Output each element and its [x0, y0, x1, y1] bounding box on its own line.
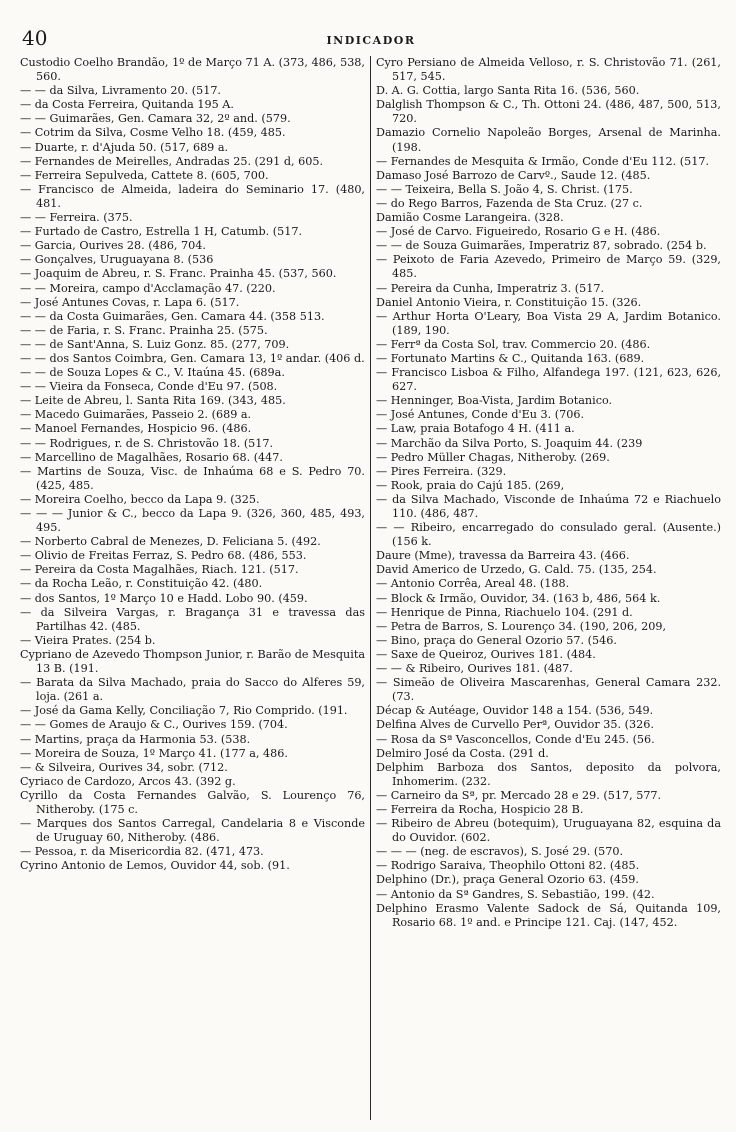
directory-entry: — Fortunato Martins & C., Quitanda 163. (689.: [376, 351, 645, 365]
directory-entry: — da Silva Machado, Visconde de Inhaúma 72 e Riachuelo 110. (486, 487.: [376, 492, 721, 520]
directory-entry: Cyrillo da Costa Fernandes Galvão, S. Lourenço 76, Nitheroby. (175 c.: [20, 788, 365, 816]
directory-entry: — Moreira Coelho, becco da Lapa 9. (325.: [20, 492, 260, 506]
directory-entry: Daure (Mme), travessa da Barreira 43. (466.: [376, 549, 630, 563]
directory-entry: — Marcellino de Magalhães, Rosario 68. (447.: [20, 450, 283, 464]
directory-entry: — Ferreira Sepulveda, Cattete 8. (605, 700.: [20, 168, 269, 182]
directory-entry: Delfina Alves de Curvello Perª, Ouvidor 35. (326.: [376, 718, 654, 732]
directory-entry: Daniel Antonio Vieira, r. Constituição 15. (326.: [376, 295, 642, 309]
left-column: [20, 56, 370, 1120]
directory-entry: — Bino, praça do General Ozorio 57. (546.: [376, 633, 617, 647]
directory-entry: — Saxe de Queiroz, Ourives 181. (484.: [376, 647, 596, 661]
directory-entry: — José de Carvo. Figueiredo, Rosario G e H. (486.: [376, 225, 661, 239]
directory-entry: — Peixoto de Faria Azevedo, Primeiro de Março 59. (329, 485.: [376, 253, 721, 281]
directory-entry: — — de Faria, r. S. Franc. Prainha 25. (575.: [20, 323, 268, 337]
directory-entry: — Rook, praia do Cajú 185. (269,: [376, 478, 565, 492]
directory-entry: — Ribeiro de Abreu (botequim), Uruguayana 82, esquina da do Ouvidor. (602.: [376, 817, 721, 845]
directory-entry: — Henrique de Pinna, Riachuelo 104. (291 d.: [376, 605, 633, 619]
directory-entry: — Francisco de Almeida, ladeira do Seminario 17. (480, 481.: [20, 182, 365, 210]
page-header: [20, 20, 722, 56]
directory-entry: Cypriano de Azevedo Thompson Junior, r. Barão de Mesquita 13 B. (191.: [20, 647, 366, 676]
directory-entry: — — Vieira da Fonseca, Conde d'Eu 97. (508.: [20, 380, 278, 394]
directory-entry: — — & Ribeiro, Ourives 181. (487.: [376, 662, 573, 676]
directory-entry: Delmiro José da Costa. (291 d.: [376, 746, 549, 760]
directory-entry: David Americo de Urzedo, G. Cald. 75. (135, 254.: [376, 563, 657, 577]
directory-entry: — Moreira de Souza, 1º Março 41. (177 a, 486.: [20, 746, 288, 760]
directory-entry: — Law, praia Botafogo 4 H. (411 a.: [376, 422, 575, 436]
directory-entry: — Garcia, Ourives 28. (486, 704.: [20, 239, 206, 253]
directory-entry: — — de Sant'Anna, S. Luiz Gonz. 85. (277, 709.: [20, 337, 290, 351]
directory-entry: — Ferrª da Costa Sol, trav. Commercio 20. (486.: [376, 337, 651, 351]
directory-entry: — Joaquim de Abreu, r. S. Franc. Prainha 45. (537, 560.: [20, 267, 337, 281]
directory-entry: D. A. G. Cottia, largo Santa Rita 16. (536, 560.: [376, 84, 640, 98]
directory-entry: Cyriaco de Cardozo, Arcos 43. (392 g.: [20, 774, 236, 788]
directory-entry: — Carneiro da Sª, pr. Mercado 28 e 29. (517, 577.: [376, 788, 662, 802]
directory-entry: — Arthur Horta O'Leary, Boa Vista 29 A, Jardim Botanico. (189, 190.: [376, 309, 721, 337]
directory-entry: Delphino (Dr.), praça General Ozorio 63. (459.: [376, 873, 639, 887]
directory-entry: — Block & Irmão, Ouvidor, 34. (163 b, 486, 564 k.: [376, 591, 661, 605]
directory-entry: — do Rego Barros, Fazenda de Sta Cruz. (27 c.: [376, 196, 643, 210]
directory-entry: Décap & Autéage, Ouvidor 148 a 154. (536, 549.: [376, 704, 654, 718]
directory-entry: Dalglish Thompson & C., Th. Ottoni 24. (486, 487, 500, 513, 720.: [376, 98, 721, 126]
directory-entry: — Rosa da Sª Vasconcellos, Conde d'Eu 245. (56.: [376, 732, 655, 746]
directory-entry: — Vieira Prates. (254 b.: [20, 633, 156, 647]
directory-entry: — Petra de Barros, S. Lourenço 34. (190, 206, 209,: [376, 619, 667, 633]
directory-entry: — Fernandes de Mesquita & Irmão, Conde d'Eu 112. (517.: [376, 154, 709, 168]
directory-entry: — — Guimarães, Gen. Camara 32, 2º and. (579.: [20, 112, 291, 126]
directory-entry: — Antonio Corrêa, Areal 48. (188.: [376, 577, 570, 591]
directory-entry: Custodio Coelho Brandão, 1º de Março 71 A. (373, 486, 538, 560.: [20, 56, 365, 84]
directory-entry: — Cotrim da Silva, Cosme Velho 18. (459, 485.: [20, 126, 286, 140]
directory-entry: — — — Junior & C., becco da Lapa 9. (326, 360, 485, 493, 495.: [20, 507, 365, 535]
directory-entry: — Henninger, Boa-Vista, Jardim Botanico.: [376, 394, 613, 408]
directory-entry: — Martins, praça da Harmonia 53. (538.: [20, 732, 251, 746]
directory-entry: — Barata da Silva Machado, praia do Sacco do Alferes 59, loja. (261 a.: [20, 676, 365, 704]
directory-entry: — da Rocha Leão, r. Constituição 42. (480.: [20, 577, 263, 591]
directory-entry: — — de Souza Guimarães, Imperatriz 87, sobrado. (254 b.: [376, 239, 707, 253]
right-column: [371, 56, 721, 1120]
directory-entry: — Marchão da Silva Porto, S. Joaquim 44. (239: [376, 436, 643, 450]
directory-entry: — Macedo Guimarães, Passeio 2. (689 a.: [20, 408, 252, 422]
directory-entry: — Manoel Fernandes, Hospicio 96. (486.: [20, 422, 252, 436]
directory-entry: — — — (neg. de escravos), S. José 29. (570.: [376, 845, 624, 859]
directory-entry: Damazio Cornelio Napoleão Borges, Arsenal de Marinha. (198.: [376, 126, 721, 154]
directory-entry: Damaso José Barrozo de Carvº., Saude 12. (485.: [376, 168, 651, 182]
directory-entry: — Pires Ferreira. (329.: [376, 464, 507, 478]
directory-entry: — — Rodrigues, r. de S. Christovão 18. (517.: [20, 436, 274, 450]
directory-entry: — Marques dos Santos Carregal, Candelaria 8 e Visconde de Uruguay 60, Nitheroby. (486.: [20, 817, 365, 845]
directory-entry: Delphino Erasmo Valente Sadock de Sá, Quitanda 109, Rosario 68. 1º and. e Principe 121. Caj. (147, 452.: [376, 901, 721, 929]
directory-entry: — — dos Santos Coimbra, Gen. Camara 13, 1º andar. (406 d.: [20, 351, 365, 365]
directory-entry: — Furtado de Castro, Estrella 1 H, Catumb. (517.: [20, 225, 303, 239]
columns: [20, 56, 722, 1120]
directory-entry: — — Ferreira. (375.: [20, 211, 133, 225]
directory-entry: — — Gomes de Araujo & C., Ourives 159. (704.: [20, 718, 288, 732]
directory-entry: — da Silveira Vargas, r. Bragança 31 e travessa das Partilhas 42. (485.: [20, 605, 365, 633]
directory-entry: — Simeão de Oliveira Mascarenhas, General Camara 232. (73.: [376, 676, 721, 704]
directory-entry: Cyrino Antonio de Lemos, Ouvidor 44, sob. (91.: [20, 859, 290, 873]
directory-entry: Cyro Persiano de Almeida Velloso, r. S. Christovão 71. (261, 517, 545.: [376, 56, 721, 84]
page-number: 40: [22, 26, 48, 50]
directory-entry: — Francisco Lisboa & Filho, Alfandega 197. (121, 623, 626, 627.: [376, 366, 721, 394]
directory-entry: — José da Gama Kelly, Conciliação 7, Rio Comprido. (191.: [20, 704, 348, 718]
directory-entry: — José Antunes Covas, r. Lapa 6. (517.: [20, 295, 240, 309]
directory-entry: — Duarte, r. d'Ajuda 50. (517, 689 a.: [20, 140, 229, 154]
directory-entry: — Antonio da Sª Gandres, S. Sebastião, 199. (42.: [376, 887, 655, 901]
directory-entry: — dos Santos, 1º Março 10 e Hadd. Lobo 90. (459.: [20, 591, 308, 605]
directory-entry: — José Antunes, Conde d'Eu 3. (706.: [376, 408, 585, 422]
directory-entry: — Pessoa, r. da Misericordia 82. (471, 473.: [20, 845, 264, 859]
directory-entry: — Martins de Souza, Visc. de Inhaúma 68 e S. Pedro 70. (425, 485.: [20, 464, 365, 492]
directory-entry: — — Moreira, campo d'Acclamação 47. (220.: [20, 281, 276, 295]
directory-entry: — Olivio de Freitas Ferraz, S. Pedro 68. (486, 553.: [20, 549, 307, 563]
running-title: INDICADOR: [326, 34, 416, 47]
directory-entry: — — Teixeira, Bella S. João 4, S. Christ. (175.: [376, 182, 633, 196]
directory-entry: — Pereira da Costa Magalhães, Riach. 121. (517.: [20, 563, 299, 577]
directory-entry: — — da Silva, Livramento 20. (517.: [20, 84, 221, 98]
directory-entry: Delphim Barboza dos Santos, deposito da polvora, Inhomerim. (232.: [376, 760, 721, 788]
directory-entry: — — Ribeiro, encarregado do consulado geral. (Ausente.) (156 k.: [376, 521, 721, 549]
directory-entry: — Norberto Cabral de Menezes, D. Feliciana 5. (492.: [20, 535, 321, 549]
directory-entry: — Rodrigo Saraiva, Theophilo Ottoni 82. (485.: [376, 859, 640, 873]
directory-entry: — Gonçalves, Uruguayana 8. (536: [20, 253, 214, 267]
directory-entry: — Pedro Müller Chagas, Nitheroby. (269.: [376, 450, 610, 464]
directory-entry: — — de Souza Lopes & C., V. Itaúna 45. (689a.: [20, 366, 285, 380]
directory-entry: — Leite de Abreu, l. Santa Rita 169. (343, 485.: [20, 394, 286, 408]
directory-entry: — Pereira da Cunha, Imperatriz 3. (517.: [376, 281, 605, 295]
directory-entry: Damião Cosme Larangeira. (328.: [376, 211, 564, 225]
directory-entry: — Fernandes de Meirelles, Andradas 25. (291 d, 605.: [20, 154, 324, 168]
directory-entry: — — da Costa Guimarães, Gen. Camara 44. (358 513.: [20, 309, 325, 323]
directory-entry: — & Silveira, Ourives 34, sobr. (712.: [20, 760, 228, 774]
directory-entry: — Ferreira da Rocha, Hospicio 28 B.: [376, 802, 584, 816]
directory-entry: — da Costa Ferreira, Quitanda 195 A.: [20, 98, 234, 112]
